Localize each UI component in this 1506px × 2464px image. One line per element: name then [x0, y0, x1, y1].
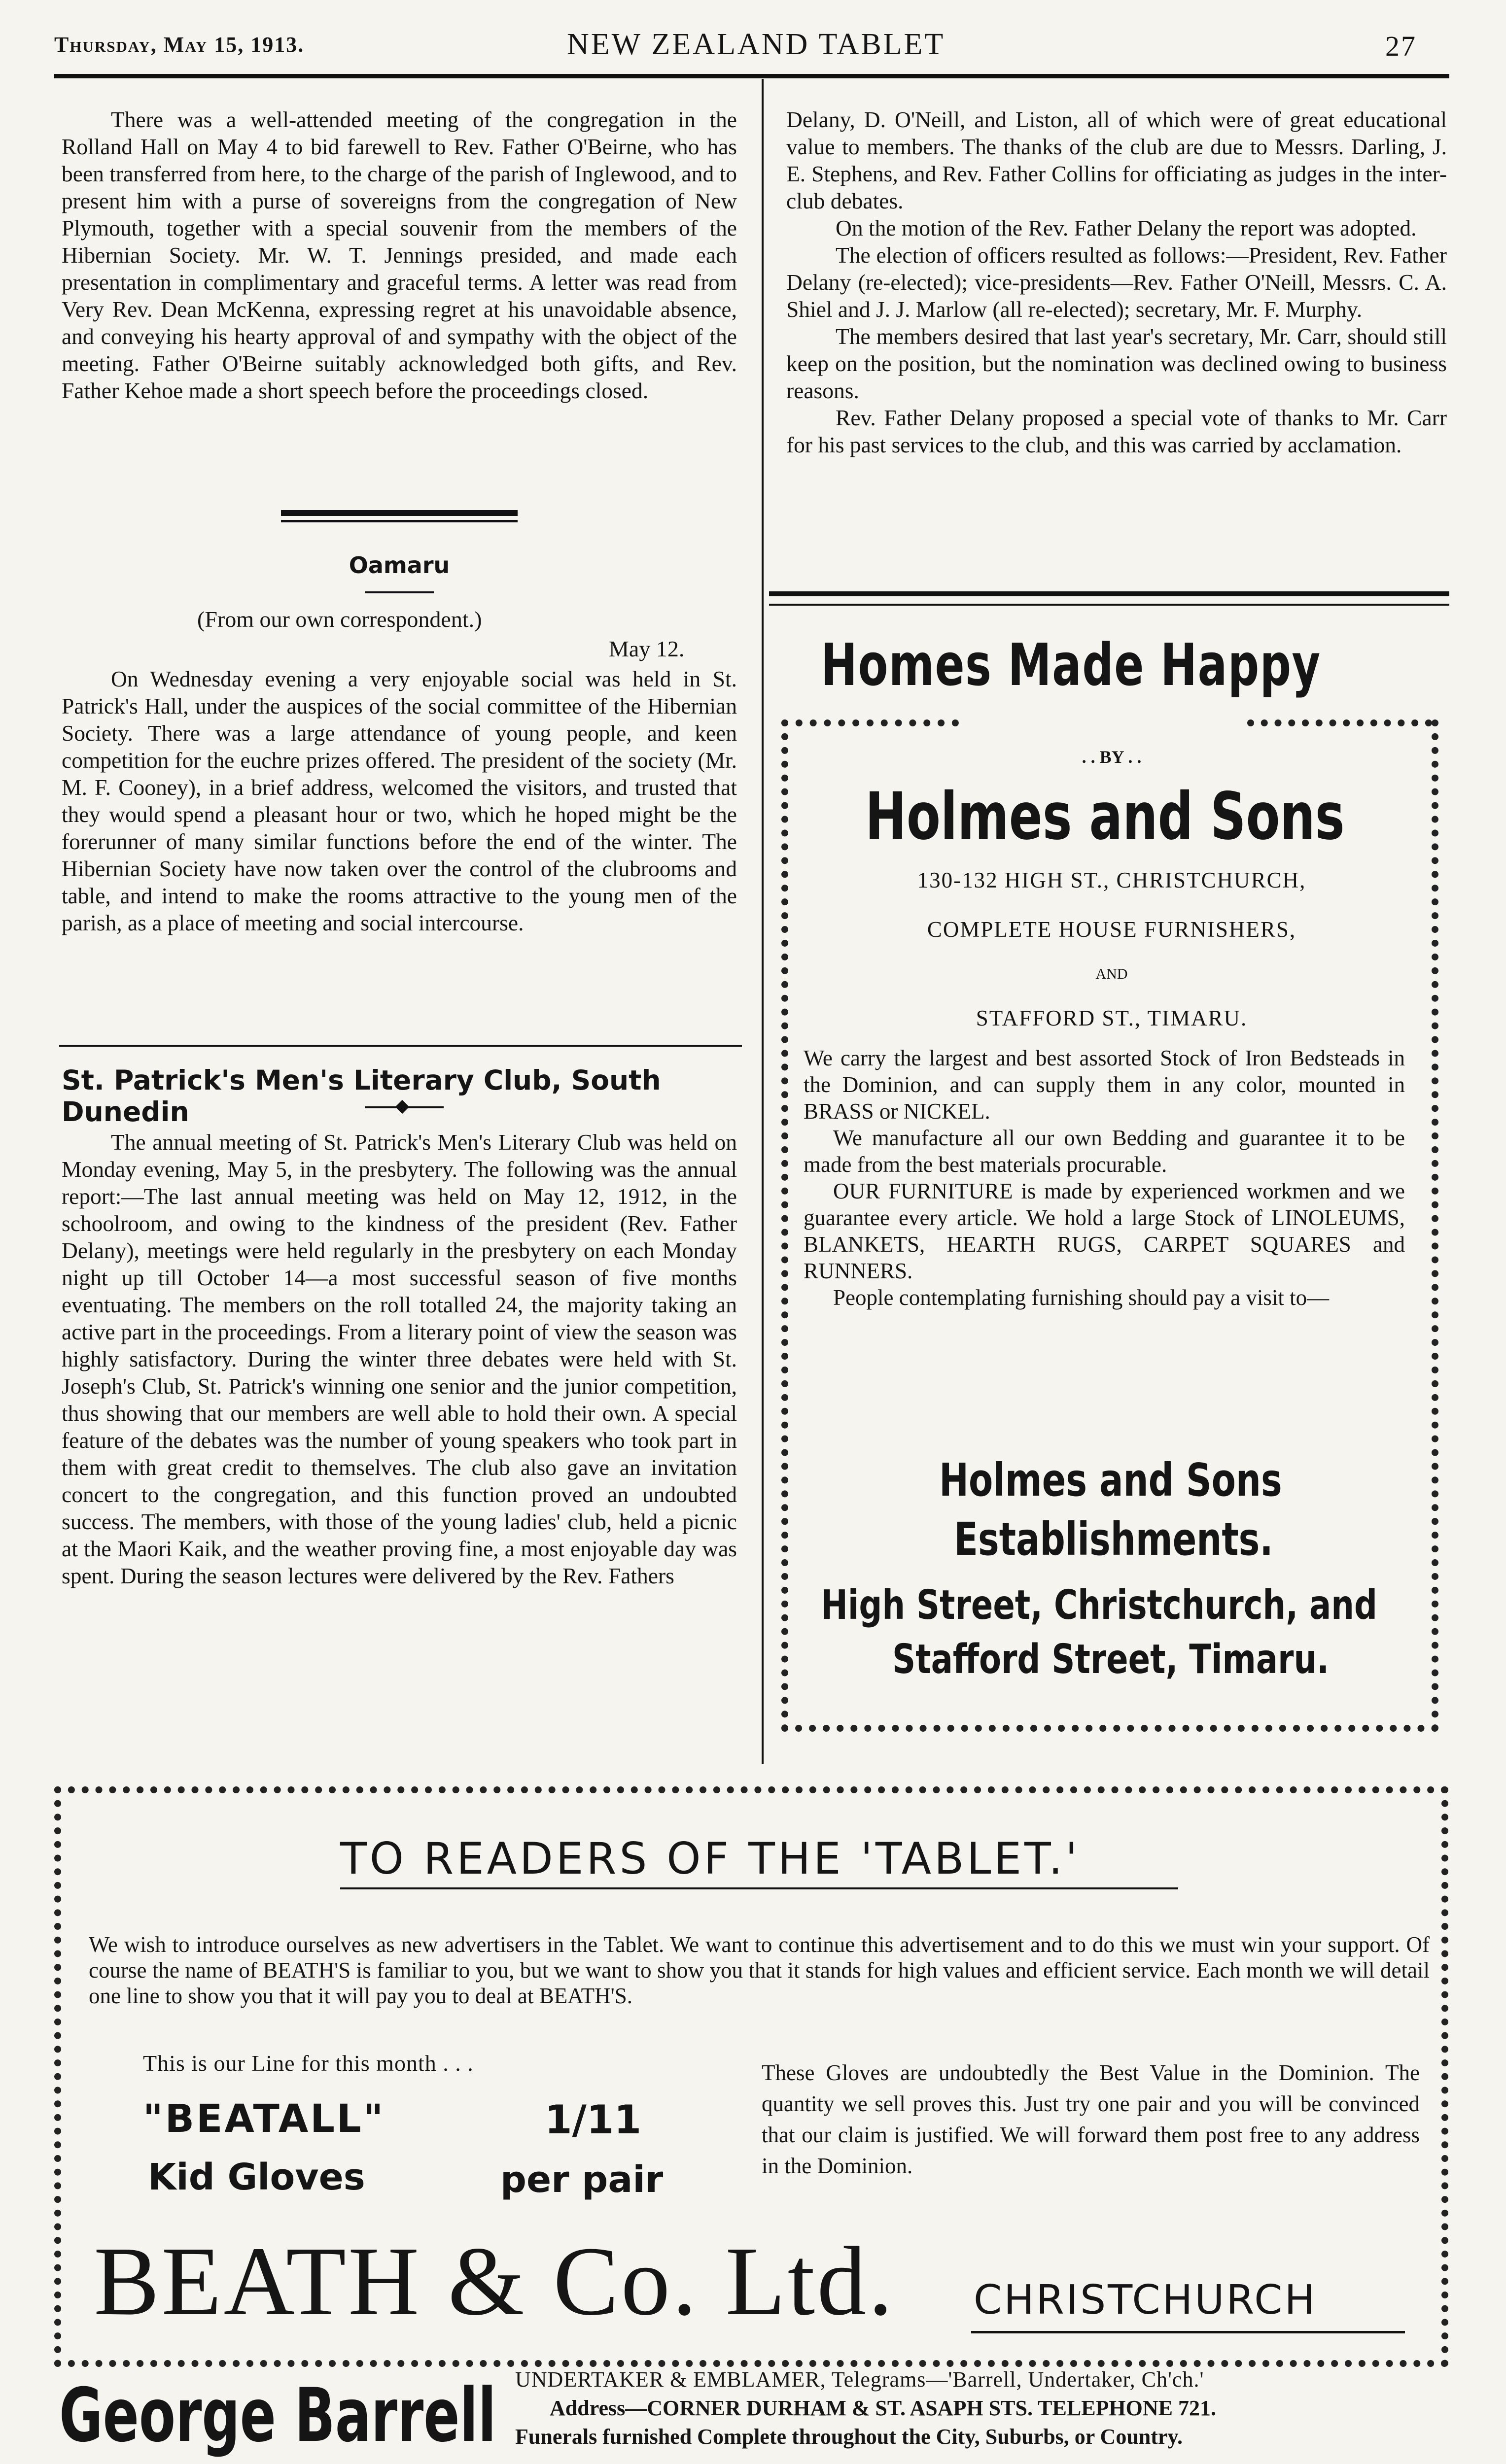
holmes-company-name: Holmes and Sons — [865, 779, 1345, 855]
ornament-left — [781, 719, 959, 733]
holmes-p1: We carry the largest and best assorted Stock of Iron Bedsteads in the Dominion, and can supply them in any color, mounted in BRASS or NICKEL. — [804, 1046, 1405, 1124]
city-underline — [971, 2331, 1405, 2333]
section-rule — [281, 510, 518, 516]
masthead-title: NEW ZEALAND TABLET — [567, 28, 946, 61]
beath-price-1: 1/11 — [545, 2097, 642, 2143]
beath-product-1: "BEATALL" — [143, 2097, 385, 2141]
oamaru-heading: Oamaru — [349, 552, 450, 579]
holmes-establishments-1: Holmes and Sons — [939, 1454, 1282, 1506]
page-number: 27 — [1385, 30, 1417, 62]
vote-of-thanks: Rev. Father Delany proposed a special vote of thanks to Mr. Carr for his past services to the club, and this was carried by acclamation. — [786, 405, 1447, 457]
beath-company: BEATH & Co. Ltd. — [94, 2227, 895, 2336]
secretary-note: The members desired that last year's secretary, Mr. Carr, should still keep on the position, but the nomination was declined owing to business reasons. — [786, 324, 1447, 403]
oamaru-article: On Wednesday evening a very enjoyable social was held in St. Patrick's Hall, under the auspices of the social committee of the Hibernian Society. There was a large attendance of young people, and keen competition for the euchre prizes offered. The president of the society (Mr. M. F. Cooney), in a brief address, welcomed the visitors, and trusted that they would spend a pleasant hour or two, which he hoped might be the forerunner of many similar functions before the end of the winter. The Hibernian Society have now taken over the control of the clubrooms and table, and intend to make the rooms attractive to the young men of the parish, as a place of meeting and social intercourse. — [62, 666, 737, 935]
beath-line-intro: This is our Line for this month . . . — [143, 2051, 474, 2076]
beath-description: These Gloves are undoubtedly the Best Value in the Dominion. The quantity we sell proves this. Just try one pair and you will be convinced that our claim is justified. We will forward them post free to any address in the Dominion. — [762, 2060, 1420, 2178]
section-rule — [59, 1045, 742, 1047]
holmes-headline: Homes Made Happy — [821, 631, 1321, 699]
barrell-line-1: UNDERTAKER & EMBLAMER, Telegrams—'Barrell, Undertaker, Ch'ch.' — [515, 2367, 1204, 2392]
section-rule — [769, 604, 1449, 606]
beath-product-2: Kid Gloves — [148, 2156, 365, 2198]
holmes-tagline: COMPLETE HOUSE FURNISHERS, — [927, 917, 1296, 942]
section-rule — [281, 520, 518, 522]
page-header — [54, 27, 1449, 71]
heading-underline — [365, 591, 434, 593]
officers-election: The election of officers resulted as follows:—President, Rev. Father Delany (re-elected); vice-presidents—Rev. Father O'Neill, Messrs. C. A. Shiel and J. J. Marlow (all re-elected); secretary, Mr. F. Murphy. — [786, 242, 1447, 322]
club-article-continued: Delany, D. O'Neill, and Liston, all of which were of great educational value to members. The thanks of the club are due to Messrs. Darling, J. E. Stephens, and Rev. Father Collins for officiating as judges in the inter-club debates. — [786, 107, 1447, 213]
holmes-p3: OUR FURNITURE is made by experienced workmen and we guarantee every article. We hold a large Stock of LINOLEUMS, BLANKETS, HEARTH RUGS, CARPET SQUARES and RUNNERS. — [804, 1179, 1405, 1283]
holmes-locations-2: Stafford Street, Timaru. — [892, 1636, 1330, 1683]
barrell-line-2: Address—CORNER DURHAM & ST. ASAPH STS. TELEPHONE 721. — [550, 2396, 1216, 2420]
column-divider — [762, 79, 764, 1764]
holmes-p2: We manufacture all our own Bedding and guarantee it to be made from the best materials procurable. — [804, 1126, 1405, 1177]
club-article-wrap — [62, 1129, 737, 1589]
new-plymouth-article: There was a well-attended meeting of the congregation in the Rolland Hall on May 4 to bid farewell to Rev. Father O'Beirne, who has been transferred from here, to the charge of the parish of Inglewood, and to present him with a purse of sovereigns from the congregation of New Plymouth, together with a special souvenir from the members of the Hibernian Society. Mr. W. T. Jennings presided, and made each presentation in complimentary and graceful terms. A letter was read from Very Rev. Dean McKenna, expressing regret at his unavoidable absence, and conveying his hearty approval of and sympathy with the object of the meeting. Father O'Beirne suitably acknowledged both gifts, and Rev. Father Kehoe made a short speech before the proceedings closed. — [62, 107, 737, 403]
header-rule — [54, 74, 1449, 78]
left-column — [62, 106, 737, 404]
beath-headline: TO READERS OF THE 'TABLET.' — [340, 1833, 1081, 1884]
holmes-address-1: 130-132 HIGH ST., CHRISTCHURCH, — [917, 868, 1306, 892]
oamaru-byline: (From our own correspondent.) — [197, 607, 482, 632]
holmes-and: AND — [1095, 966, 1128, 982]
headline-underline — [340, 1887, 1178, 1889]
beath-intro: We wish to introduce ourselves as new advertisers in the Tablet. We want to continue this advertisement and to do this we must win your support. Of course the name of BEATH'S is familiar to you, but we want to show you that it stands for high values and efficient service. Each month we will detail one line to show you that it will pay you to deal at BEATH'S. — [89, 1932, 1430, 2008]
holmes-ad — [776, 616, 1447, 1764]
oamaru-dateline: May 12. — [609, 636, 685, 661]
holmes-establishments-2: Establishments. — [954, 1513, 1273, 1566]
ornament-right — [1247, 719, 1432, 733]
beath-price-2: per pair — [500, 2158, 664, 2201]
barrell-line-3: Funerals furnished Complete throughout the City, Suburbs, or Country. — [515, 2425, 1183, 2449]
issue-date: Thursday, May 15, 1913. — [54, 33, 305, 57]
section-rule — [769, 591, 1449, 596]
barrell-details — [515, 2365, 1447, 2451]
holmes-p4: People contemplating furnishing should pay a visit to— — [833, 1285, 1330, 1310]
holmes-locations-1: High Street, Christchurch, and — [821, 1582, 1377, 1629]
report-adopted: On the motion of the Rev. Father Delany the report was adopted. — [836, 215, 1417, 240]
club-article: The annual meeting of St. Patrick's Men's Literary Club was held on Monday evening, May 5, in the presbytery. The following was the annual report:—The last annual meeting was held on May 12, 1912, in the schoolroom, and owing to the kindness of the president (Rev. Father Delany), meetings were held regularly in the presbytery on each Monday night up till October 14—a most successful season of five months eventuating. The members on the roll totalled 24, the majority taking an active part in the proceedings. From a literary point of view the season was highly satisfactory. During the winter three debates were held with St. Joseph's Club, St. Patrick's winning one senior and the junior competition, thus showing that our members are well able to hold their own. A special feature of the debates was the number of young speakers who took part in them with great credit to themselves. The club also gave an invitation concert to the congregation, and this function proved an undoubted success. The members, with those of the young ladies' club, held a picnic at the Maori Kaik, and the weather proving fine, a most enjoyable day was spent. During the season lectures were delivered by the Rev. Fathers — [62, 1129, 737, 1588]
oamaru-article-wrap — [62, 665, 737, 936]
holmes-body — [804, 1045, 1405, 1311]
holmes-address-2: STAFFORD ST., TIMARU. — [976, 1006, 1248, 1030]
barrell-name: George Barrell — [59, 2373, 496, 2459]
beath-city: CHRISTCHURCH — [974, 2277, 1317, 2324]
right-column — [786, 106, 1447, 458]
club-heading: St. Patrick's Men's Literary Club, South Dunedin — [62, 1064, 661, 1128]
holmes-by: . . BY . . — [1082, 747, 1142, 767]
